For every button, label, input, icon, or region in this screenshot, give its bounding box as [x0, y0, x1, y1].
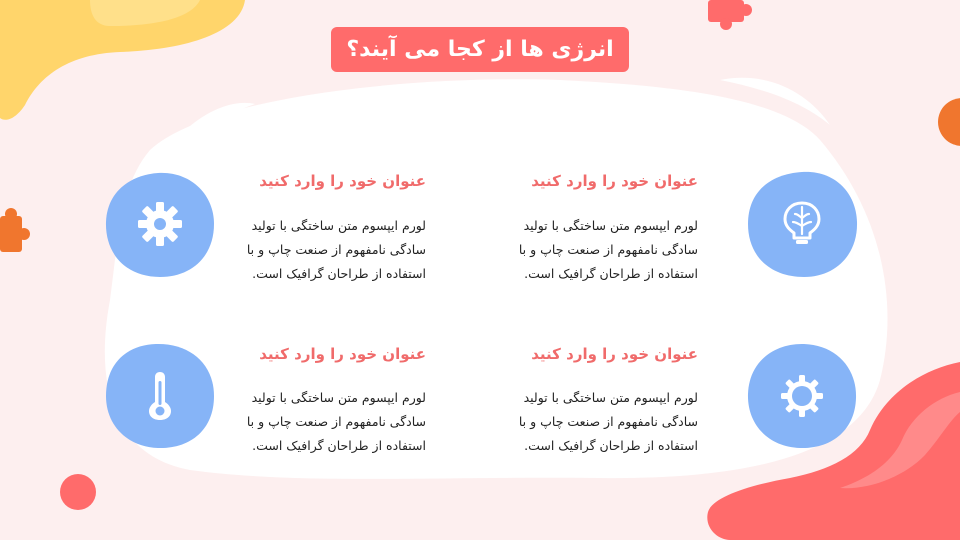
card-body-line: استفاده از طراحان گرافیک است.	[524, 438, 698, 453]
card-title: عنوان خود را وارد کنید	[259, 345, 426, 363]
card-body-line: استفاده از طراحان گرافیک است.	[252, 438, 426, 453]
card-body	[186, 386, 426, 458]
puzzle-piece-top-icon	[708, 0, 752, 30]
card-body-line: سادگی نامفهوم از صنعت چاپ و با	[246, 242, 426, 257]
thermometer-icon	[145, 371, 175, 421]
card-body-line: لورم ایپسوم متن ساختگی با تولید	[251, 218, 426, 233]
card-body-line: لورم ایپسوم متن ساختگی با تولید	[523, 390, 698, 405]
card-body	[458, 214, 698, 286]
card-body-line: لورم ایپسوم متن ساختگی با تولید	[523, 218, 698, 233]
card-title: عنوان خود را وارد کنید	[259, 172, 426, 190]
puzzle-piece-left-icon	[0, 208, 30, 252]
card-body-line: سادگی نامفهوم از صنعت چاپ و با	[518, 414, 698, 429]
icon-blob-brain	[746, 170, 858, 278]
card-body-line: سادگی نامفهوم از صنعت چاپ و با	[518, 242, 698, 257]
card-body	[186, 214, 426, 286]
card-title: عنوان خود را وارد کنید	[531, 172, 698, 190]
icon-blob-cog	[746, 342, 858, 450]
slide-title: انرژی ها از کجا می آیند؟	[346, 37, 614, 62]
title-banner	[331, 27, 629, 72]
red-dot-shape	[60, 474, 96, 510]
brain-bulb-icon	[782, 200, 822, 248]
card-body-line: لورم ایپسوم متن ساختگی با تولید	[251, 390, 426, 405]
card-body-line: استفاده از طراحان گرافیک است.	[252, 266, 426, 281]
card-body-line: سادگی نامفهوم از صنعت چاپ و با	[246, 414, 426, 429]
cog-ring-icon	[779, 373, 825, 419]
gear-icon	[137, 201, 183, 247]
orange-half-circle-shape	[938, 98, 960, 146]
card-body-line: استفاده از طراحان گرافیک است.	[524, 266, 698, 281]
card-title: عنوان خود را وارد کنید	[531, 345, 698, 363]
card-body	[458, 386, 698, 458]
